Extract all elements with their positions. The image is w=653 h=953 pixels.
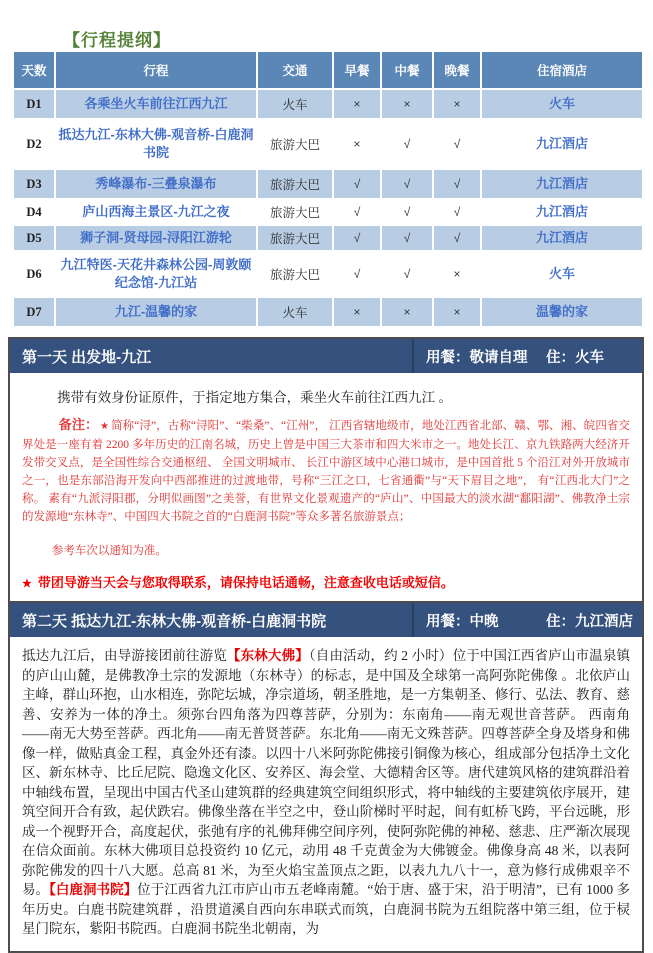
- day2-content: [10, 637, 642, 951]
- lunch-mark: √: [382, 252, 432, 296]
- dinner-mark: √: [434, 200, 480, 224]
- day-label: D5: [14, 226, 54, 250]
- table-row: [14, 298, 642, 326]
- day2-title: 第二天 抵达九江-东林大佛-观音桥-白鹿洞书院: [10, 603, 414, 637]
- hotel-text: 火车: [482, 252, 642, 296]
- lunch-mark: √: [382, 226, 432, 250]
- table-row: [14, 226, 642, 250]
- day2-header-right: [414, 603, 642, 637]
- route-text: 各乘坐火车前往江西九江: [56, 90, 256, 118]
- day-label: D1: [14, 90, 54, 118]
- route-text: 狮子洞-贤母园-浔阳江游轮: [56, 226, 256, 250]
- col-header-breakfast: 早餐: [334, 52, 380, 88]
- transport-text: 火车: [258, 298, 332, 326]
- day2-meals-label: 用餐：中晚: [426, 613, 499, 630]
- day-label: D4: [14, 200, 54, 224]
- col-header-lunch: 中餐: [382, 52, 432, 88]
- day1-guide-warning: [22, 572, 630, 591]
- route-text: 九江-温馨的家: [56, 298, 256, 326]
- page-title: 【行程提纲】: [63, 31, 171, 50]
- lunch-mark: √: [382, 170, 432, 198]
- dinner-mark: ×: [434, 252, 480, 296]
- col-header-dinner: 晚餐: [434, 52, 480, 88]
- day1-section: [8, 337, 644, 603]
- transport-text: 旅游大巴: [258, 226, 332, 250]
- col-header-hotel: 住宿酒店: [482, 52, 642, 88]
- hotel-text: 火车: [482, 90, 642, 118]
- table-row: [14, 90, 642, 118]
- day2-text-2: （自由活动，约 2 小时）位于中国江西省庐山市温泉镇的庐山山麓，是佛教净土宗的发源地（东林寺）的标志，是中国及全球第一高阿弥陀佛像 。北依庐山主峰，群山环抱，山水相连，弥陀坛城，净宗道场，朝圣胜地，是一方集朝圣、修行、弘法、教育、慈善、安养为一体的净土。须弥台四角落为四尊菩萨，分别为：东南角——南无观世音菩萨。 西南角——南无大势至菩萨。西北角——南无普贤菩萨。东北角——南无文殊菩萨。四尊菩萨全身及塔身和佛像一样，做贴真金工程，真金外还有漆。以四十八米阿弥陀佛接引铜像为核心，组成部分包括净土文化区、新东林寺、比丘尼院、隐逸文化区、安养区、海会堂、大德精舍区等。唐代建筑风格的建筑群沿着中轴线布置，呈现出中国古代圣山建筑群的经典建筑空间组织形式，将中轴线的主要建筑依序展开，建筑空间开合有致，起伏跌宕。佛像坐落在半空之中，登山阶梯时平时起，间有虹桥飞跨，平台远眺，形成一个视野开合，高度起伏，张弛有序的礼佛拜佛空间序列，使阿弥陀佛的神秘、慈悲、庄严渐次展现在信众面前。东林大佛项目总投资约 10 亿元，动用 48 千克黄金为大佛镀金。佛像身高 48 米，以表阿弥陀佛发的四十八大愿。总高 81 米，为至火焰宝盖顶点之距，以表九九八十一，意为修行成佛艰辛不易。: [22, 648, 631, 897]
- dinner-mark: ×: [434, 298, 480, 326]
- day1-header-bar: [10, 339, 642, 373]
- breakfast-mark: ×: [334, 90, 380, 118]
- transport-text: 旅游大巴: [258, 252, 332, 296]
- day1-content: [10, 373, 642, 601]
- day2-description-paragraph: [22, 646, 630, 939]
- col-header-transport: 交通: [258, 52, 332, 88]
- itinerary-table: [12, 50, 644, 328]
- table-row: [14, 200, 642, 224]
- day1-title: 第一天 出发地-九江: [10, 339, 414, 373]
- hotel-text: 九江酒店: [482, 120, 642, 168]
- day1-stay-label: 住：火车: [546, 349, 604, 366]
- day-label: D7: [14, 298, 54, 326]
- breakfast-mark: ×: [334, 120, 380, 168]
- donglin-buddha-highlight: 【东林大佛】: [226, 648, 309, 663]
- note-label: 备注：: [58, 417, 99, 432]
- day2-header-bar: [10, 603, 642, 637]
- warning-text: 带团导游当天会与您取得联系，请保持电话通畅，注意查收电话或短信。: [37, 575, 454, 590]
- table-row: [14, 252, 642, 296]
- breakfast-mark: ×: [334, 298, 380, 326]
- transport-text: 旅游大巴: [258, 120, 332, 168]
- route-text: 抵达九江-东林大佛-观音桥-白鹿洞书院: [56, 120, 256, 168]
- day-sections: [8, 337, 644, 953]
- dinner-mark: ×: [434, 90, 480, 118]
- dinner-mark: √: [434, 120, 480, 168]
- day-label: D2: [14, 120, 54, 168]
- lunch-mark: √: [382, 120, 432, 168]
- day2-text-1: 抵达九江后，由导游接团前往游览: [22, 648, 227, 663]
- table-row: [14, 170, 642, 198]
- route-text: 庐山西海主景区-九江之夜: [56, 200, 256, 224]
- bailudong-academy-highlight: 【白鹿洞书院】: [49, 882, 138, 897]
- day1-train-ref-note: 参考车次以通知为准。: [51, 545, 167, 557]
- note-text: 简称“浔”，古称“浔阳”、“柴桑”、“江州”， 江西省辖地级市，地处江西省北部、赣、鄂、湘、皖四省交界处是一座有着 2200 多年历史的江南名城，历史上曾是中国三大茶市和四大米市之一。地处长江、京九铁路两大经济开发带交叉点，是全国性综合交通枢纽、 全国文明城市、 长江中游区域中心港口城市，是中国首批 5 个沿江对外开放城市之一，也是东部沿海开发向中西部推进的过渡地带，号称“三江之口，七省通衢”与“天下眉目之地”， 有“江西北大门”之称。 素有“九派浔阳郡，分明似画图”之美誉，有世界文化景观遗产的“庐山”、中国最大的淡水湖“鄱阳湖”、佛教净土宗的发源地“东林寺”、中国四大书院之首的“白鹿洞书院”等众多著名旅游景点；: [22, 420, 630, 523]
- hotel-text: 温馨的家: [482, 298, 642, 326]
- star-icon: ★: [22, 578, 32, 590]
- lunch-mark: ×: [382, 90, 432, 118]
- day-label: D6: [14, 252, 54, 296]
- day2-stay-label: 住：九江酒店: [546, 613, 633, 630]
- day-label: D3: [14, 170, 54, 198]
- day2-text-3: 位于江西省九江市庐山市五老峰南麓。“始于唐、盛于宋，沿于明清”，已有 1000 多年历史。白鹿书院建筑群 ，沿贯道溪自西向东串联式而筑，白鹿洞书院为五组院落中第三组，位于棂星门院东，紫阳书院西。白鹿洞书院坐北朝南，为: [22, 882, 631, 936]
- breakfast-mark: √: [334, 200, 380, 224]
- route-text: 秀峰瀑布-三叠泉瀑布: [56, 170, 256, 198]
- lunch-mark: √: [382, 200, 432, 224]
- hotel-text: 九江酒店: [482, 170, 642, 198]
- dinner-mark: √: [434, 226, 480, 250]
- transport-text: 旅游大巴: [258, 170, 332, 198]
- lunch-mark: ×: [382, 298, 432, 326]
- route-text: 九江特医-天花井森林公园-周敦颐纪念馆-九江站: [56, 252, 256, 296]
- col-header-day: 天数: [14, 52, 54, 88]
- day2-section: [8, 601, 644, 953]
- hotel-text: 九江酒店: [482, 226, 642, 250]
- breakfast-mark: √: [334, 170, 380, 198]
- transport-text: 旅游大巴: [258, 200, 332, 224]
- day1-intro-text: 携带有效身份证原件，于指定地方集合，乘坐火车前往江西九江 。: [57, 390, 452, 405]
- day1-header-right: [414, 339, 642, 373]
- hotel-text: 九江酒店: [482, 200, 642, 224]
- table-header-row: [14, 52, 642, 88]
- col-header-route: 行程: [56, 52, 256, 88]
- dinner-mark: √: [434, 170, 480, 198]
- transport-text: 火车: [258, 90, 332, 118]
- table-row: [14, 120, 642, 168]
- day1-note-paragraph: [22, 416, 630, 526]
- breakfast-mark: √: [334, 252, 380, 296]
- star-icon: ★: [100, 421, 110, 432]
- day1-meals-label: 用餐：敬请自理: [426, 349, 528, 366]
- breakfast-mark: √: [334, 226, 380, 250]
